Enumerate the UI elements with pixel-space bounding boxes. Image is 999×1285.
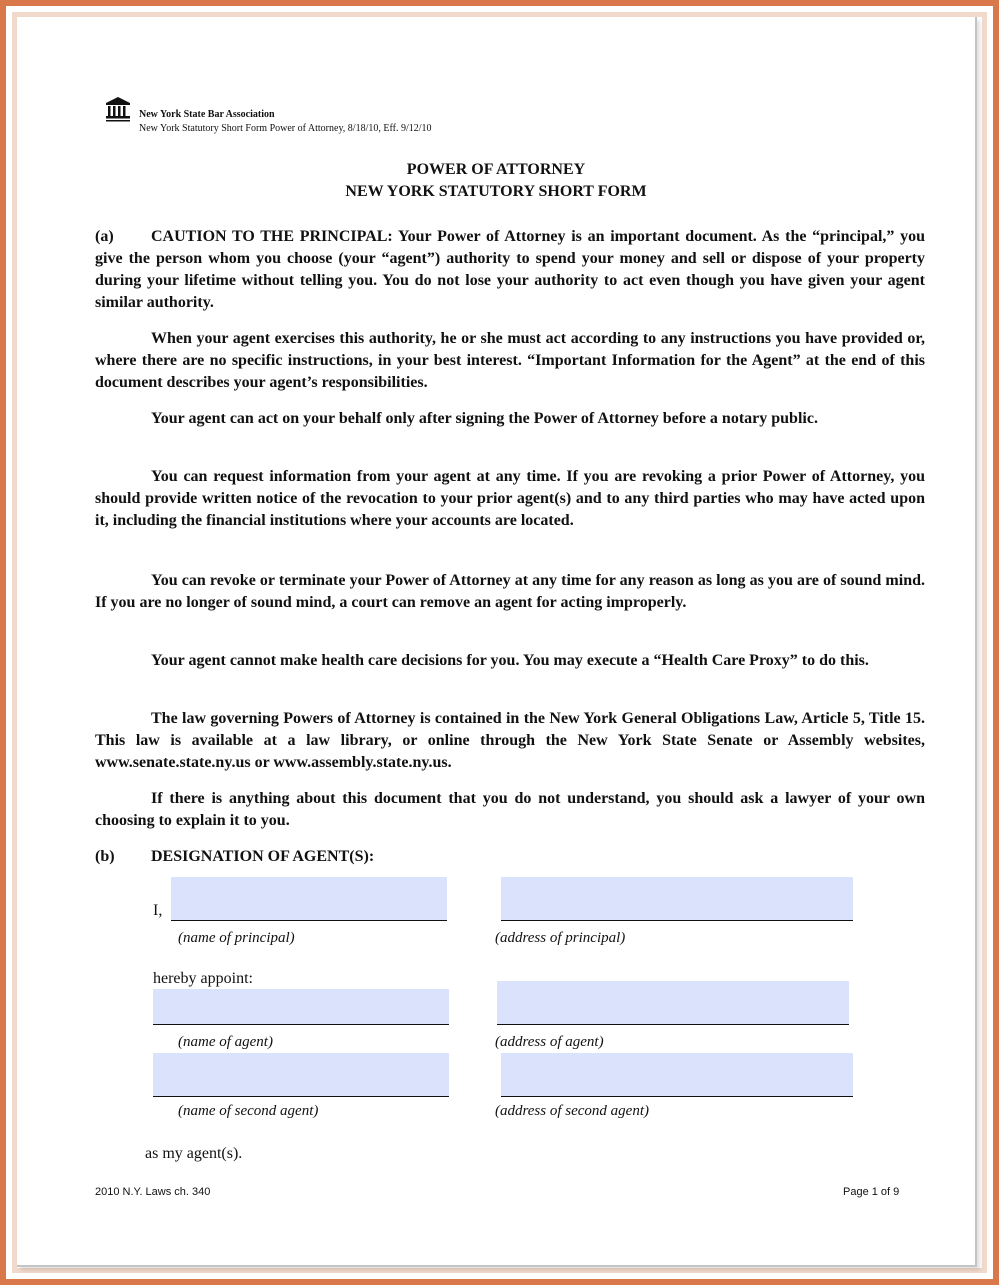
principal-name-caption: (name of principal) [178,930,295,946]
second-agent-address-field[interactable] [501,1053,853,1097]
second-agent-address-caption: (address of second agent) [495,1103,649,1119]
document-subtitle: NEW YORK STATUTORY SHORT FORM [345,183,647,200]
form-identifier: New York Statutory Short Form Power of Attorney, 8/18/10, Eff. 9/12/10 [139,123,432,134]
designation-heading: DESIGNATION OF AGENT(S): [151,848,375,865]
second-agent-name-field[interactable] [153,1053,449,1097]
paragraph-notary: Your agent can act on your behalf only after signing the Power of Attorney before a notary public. [151,410,818,427]
document-title: POWER OF ATTORNEY [406,161,586,178]
association-name: New York State Bar Association [139,109,275,120]
principal-name-field[interactable] [171,877,447,921]
principal-address-caption: (address of principal) [495,930,626,946]
paragraph-ask-lawyer: If there is anything about this document that you do not understand, you should ask a lawyer of your own choosing to explain it to you. [95,790,925,829]
appoint-label: hereby appoint: [153,970,253,987]
second-agent-name-caption: (name of second agent) [178,1103,319,1119]
i-label: I, [153,902,163,919]
section-a-letter: (a) [95,228,114,245]
bar-association-logo-icon [103,94,133,124]
paragraph-revoke: You can revoke or terminate your Power of Attorney at any time for any reason as long as you are of sound mind. If you are no longer of sound mind, a court can remove an agent for acting improperly. [95,572,925,611]
agent-address-caption: (address of agent) [495,1034,604,1050]
agent-name-field[interactable] [153,989,449,1025]
caution-paragraph: CAUTION TO THE PRINCIPAL: Your Power of Attorney is an important document. As the “principal,” you give the person whom you choose (your “agent”) authority to spend your money and sell or dispose of your property during your lifetime without telling you. You do not lose your authority to act even though you have given your agent similar authority. [95,228,925,311]
section-b-letter: (b) [95,848,115,865]
closing-text: as my agent(s). [145,1145,243,1162]
document-page [17,17,977,1267]
paragraph-agent-authority: When your agent exercises this authority, he or she must act according to any instructions you have provided or, where there are no specific instructions, in your best interest. “Important Information for the Agent” at the end of this document describes your agent’s responsibilities. [95,330,925,391]
agent-name-caption: (name of agent) [178,1034,273,1050]
paragraph-health-care: Your agent cannot make health care decisions for you. You may execute a “Health Care Proxy” to do this. [151,652,869,669]
principal-address-field[interactable] [501,877,853,921]
agent-address-field[interactable] [497,981,849,1025]
footer-law-citation: 2010 N.Y. Laws ch. 340 [95,1186,211,1198]
paragraph-governing-law: The law governing Powers of Attorney is contained in the New York General Obligations Law, Article 5, Title 15. This law is available at a law library, or online through the New York State Senate or Assembly websites, www.senate.state.ny.us or www.assembly.state.ny.us. [95,710,925,771]
paragraph-request-information: You can request information from your agent at any time. If you are revoking a prior Power of Attorney, you should provide written notice of the revocation to your prior agent(s) and to any third parties who may have acted upon it, including the financial institutions where your accounts are located. [95,468,925,529]
footer-page-number: Page 1 of 9 [843,1186,900,1198]
